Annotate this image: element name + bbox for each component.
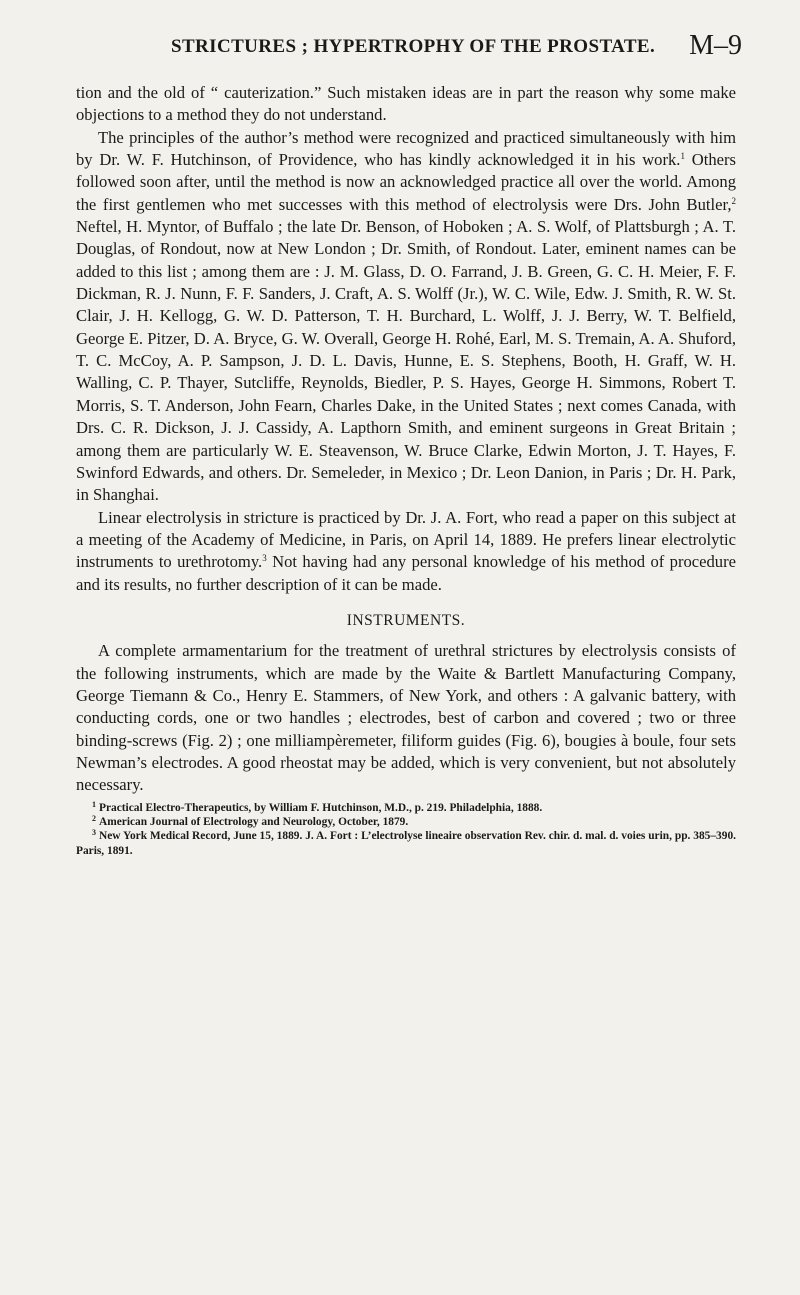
paragraph-instruments [76, 640, 736, 796]
footnote-mark: 2 [92, 813, 96, 823]
paragraph-continuation [76, 82, 736, 127]
paragraph-text: A complete armamentarium for the treatment of urethral strictures by electrolysis consists of the following instruments, which are made by the Waite & Bartlett Manufacturing Company, George Tiemann & Co., Henry E. Stammers, of New York, and others : A galvanic battery, with conducting cords, one or two handles ; electrodes, best of carbon and covered ; two or three binding-screws (Fig. 2) ; one milliampèremeter, filiform guides (Fig. 6), bougies à boule, four sets Newman’s electrodes. A good rheostat may be added, which is very convenient, but not absolutely necessary. [76, 641, 736, 795]
footnote-text: New York Medical Record, June 15, 1889. J. A. Fort : L’electrolyse lineaire observation Rev. chir. d. mal. d. voies urin, pp. 385–390. Paris, 1891. [76, 830, 736, 857]
section-heading: INSTRUMENTS. [346, 611, 466, 629]
footnote [76, 829, 736, 858]
footnote-mark: 1 [92, 799, 96, 809]
paragraph-text: Linear electrolysis in stricture is practiced by Dr. J. A. Fort, who read a paper on this subject at a meeting of the Academy of Medicine, in Paris, on April 14, 1889. He prefers linear electrolytic instruments to urethrotomy. [76, 507, 736, 572]
footnote-text: American Journal of Electrology and Neurology, October, 1879. [99, 815, 409, 828]
chapter-title: STRICTURES ; HYPERTROPHY OF THE PROSTATE. [171, 36, 656, 57]
footnote-text: Practical Electro-Therapeutics, by William F. Hutchinson, M.D., p. 219. Philadelphia, 1888. [99, 801, 543, 814]
footnote-ref: 3 [262, 553, 267, 564]
footnote-mark: 3 [92, 828, 96, 838]
book-page [76, 30, 742, 858]
footnotes [76, 801, 736, 858]
paragraph-text: tion and the old of “ cauterization.” Such mistaken ideas are in part the reason why some make objections to a method they do not understand. [76, 83, 736, 125]
paragraph-linear-electrolysis [76, 507, 736, 596]
footnote-ref: 2 [731, 195, 736, 206]
paragraph-text: Not having had any personal knowledge of his method of procedure and its results, no further description of it can be made. [76, 552, 736, 594]
footnote [76, 815, 736, 829]
paragraph-text: Neftel, H. Myntor, of Buffalo ; the late Dr. Benson, of Hoboken ; A. S. Wolf, of Plattsburgh ; A. T. Douglas, of Rondout, now at New London ; Dr. Smith, of Rondout. Later, eminent names can be added to this list ; among them are : J. M. Glass, D. O. Farrand, J. B. Green, G. C. H. Meier, F. F. Dickman, R. J. Nunn, F. F. Sanders, J. Craft, A. S. Wolff (Jr.), W. C. Wile, Edw. J. Smith, R. W. St. Clair, J. H. Kellogg, G. W. D. Patterson, T. H. Burchard, L. Wolff, J. J. Berry, W. T. Belfield, George E. Pitzer, D. A. Bryce, G. W. Overall, George H. Rohé, Earl, M. S. Tremain, A. A. Shuford, T. C. McCoy, A. P. Sampson, J. D. L. Davis, Hunne, E. S. Stephens, Booth, H. Graff, W. H. Walling, C. P. Thayer, Sutcliffe, Reynolds, Biedler, P. S. Hayes, George H. Simmons, Robert T. Morris, S. T. Anderson, John Fearn, Charles Dake, in the United States ; next comes Canada, with Drs. C. R. Dickson, J. J. Cassidy, A. Lapthorn Smith, and eminent surgeons in Great Britain ; among them are particularly W. E. Steavenson, W. Bruce Clarke, Edwin Morton, J. T. Hayes, F. Swinford Edwards, and others. Dr. Semeleder, in Mexico ; Dr. Leon Danion, in Paris ; Dr. H. Park, in Shanghai. [76, 217, 736, 505]
footnote-ref: 1 [680, 151, 685, 162]
paragraph-principles [76, 127, 736, 507]
running-head [76, 30, 742, 70]
footnote [76, 801, 736, 815]
paragraph-text: Others followed soon after, until the method is now an acknowledged practice all over the world. Among the first gentlemen who met successes with this method of electrolysis were Drs. John Butler, [76, 150, 736, 214]
paragraph-text: The principles of the author’s method were recognized and practiced simultaneously with him by Dr. W. F. Hutchinson, of Providence, who has kindly acknowledged it in his work. [76, 127, 736, 170]
page-number: M–9 [689, 30, 742, 61]
body-text [76, 82, 736, 797]
